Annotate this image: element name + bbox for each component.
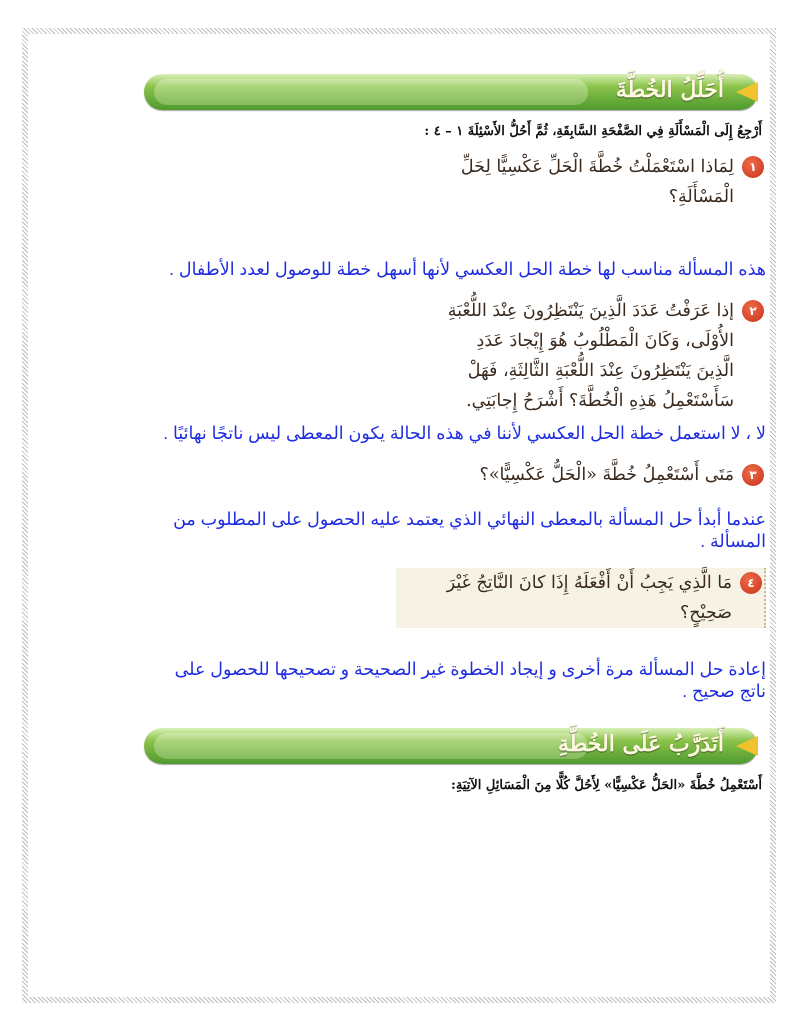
answer-line: عندما أبدأ حل المسألة بالمعطى النهائي الذي يعتمد عليه الحصول على المطلوب من bbox=[173, 509, 766, 529]
section-banner-analyze bbox=[144, 74, 758, 110]
answer-4 bbox=[24, 658, 766, 702]
question-number-badge: ٢ bbox=[742, 300, 764, 322]
instruction-text: أَرْجِعُ إِلَى الْمَسْأَلَةِ فِي الصَّفْحَةِ السَّابِقَةِ، ثُمَّ أَحُلُّ الأَسْئِلَةَ ١ – ٤ : bbox=[424, 124, 762, 139]
question-line: سَأَسْتَعْمِلُ هَذِهِ الْخُطَّةَ؟ أَشْرَحُ إِجابَتِي. bbox=[466, 391, 734, 411]
section-banner-practice bbox=[144, 728, 758, 764]
answer-line: المسألة . bbox=[700, 531, 766, 551]
arrow-icon bbox=[736, 736, 758, 756]
question-1 bbox=[396, 152, 766, 212]
question-line: مَا الَّذِي يَجِبُ أَنْ أَفْعَلَهُ إِذَا كانَ النَّاتِجُ غَيْرَ bbox=[446, 573, 732, 593]
worksheet-content bbox=[32, 34, 766, 994]
answer-3 bbox=[24, 508, 766, 552]
section-title: أُحَلِّلُ الخُطَّةَ bbox=[615, 77, 724, 103]
answer-line: هذه المسألة مناسب لها خطة الحل العكسي لأنها أسهل خطة للوصول لعدد الأطفال . bbox=[169, 259, 766, 279]
arrow-icon bbox=[736, 82, 758, 102]
question-line: إذا عَرَفْتُ عَدَدَ الَّذِينَ يَنْتَظِرُونَ عِنْدَ اللُّعْبَةِ bbox=[447, 301, 734, 321]
question-4 bbox=[396, 568, 766, 628]
question-number-badge: ٣ bbox=[742, 464, 764, 486]
question-number-badge: ١ bbox=[742, 156, 764, 178]
question-3 bbox=[396, 460, 766, 490]
section-title: أَتَدَرَّبُ عَلَى الخُطَّةِ bbox=[557, 731, 724, 757]
answer-line: إعادة حل المسألة مرة أخرى و إيجاد الخطوة غير الصحيحة و تصحيحها للحصول على bbox=[174, 659, 766, 679]
answer-line: لا ، لا استعمل خطة الحل العكسي لأننا في هذه الحالة يكون المعطى ليس ناتجًا نهائيًا . bbox=[163, 423, 766, 443]
instruction-text: أَسْتَعْمِلُ خُطَّةَ «الحَلُّ عَكْسِيًّا» لِأَحُلَّ كُلًّا مِنَ الْمَسَائِلِ الآتِيَةِ: bbox=[451, 778, 762, 793]
question-line: الْمَسْأَلَةِ؟ bbox=[668, 187, 734, 207]
question-line: الَّذِينَ يَنْتَظِرُونَ عِنْدَ اللُّعْبَةِ الثَّالِثَةِ، فَهَلْ bbox=[467, 361, 734, 381]
answer-1 bbox=[24, 258, 766, 280]
answer-2 bbox=[24, 422, 766, 444]
question-2 bbox=[396, 296, 766, 416]
question-line: مَتَى أَسْتَعْمِلُ خُطَّةَ «الْحَلُّ عَكْسِيًّا»؟ bbox=[479, 465, 734, 485]
question-line: الأُوْلَى، وَكَانَ الْمَطْلُوبُ هُوَ إِيْجادَ عَدَدِ bbox=[476, 331, 734, 351]
answer-line: ناتج صحيح . bbox=[682, 681, 766, 701]
question-line: لِمَاذا اسْتَعْمَلْتُ خُطَّةَ الْحَلِّ عَكْسِيًّا لِحَلِّ bbox=[460, 157, 734, 177]
question-number-badge: ٤ bbox=[740, 572, 762, 594]
question-line: صَحِيْحٍ؟ bbox=[679, 603, 732, 623]
